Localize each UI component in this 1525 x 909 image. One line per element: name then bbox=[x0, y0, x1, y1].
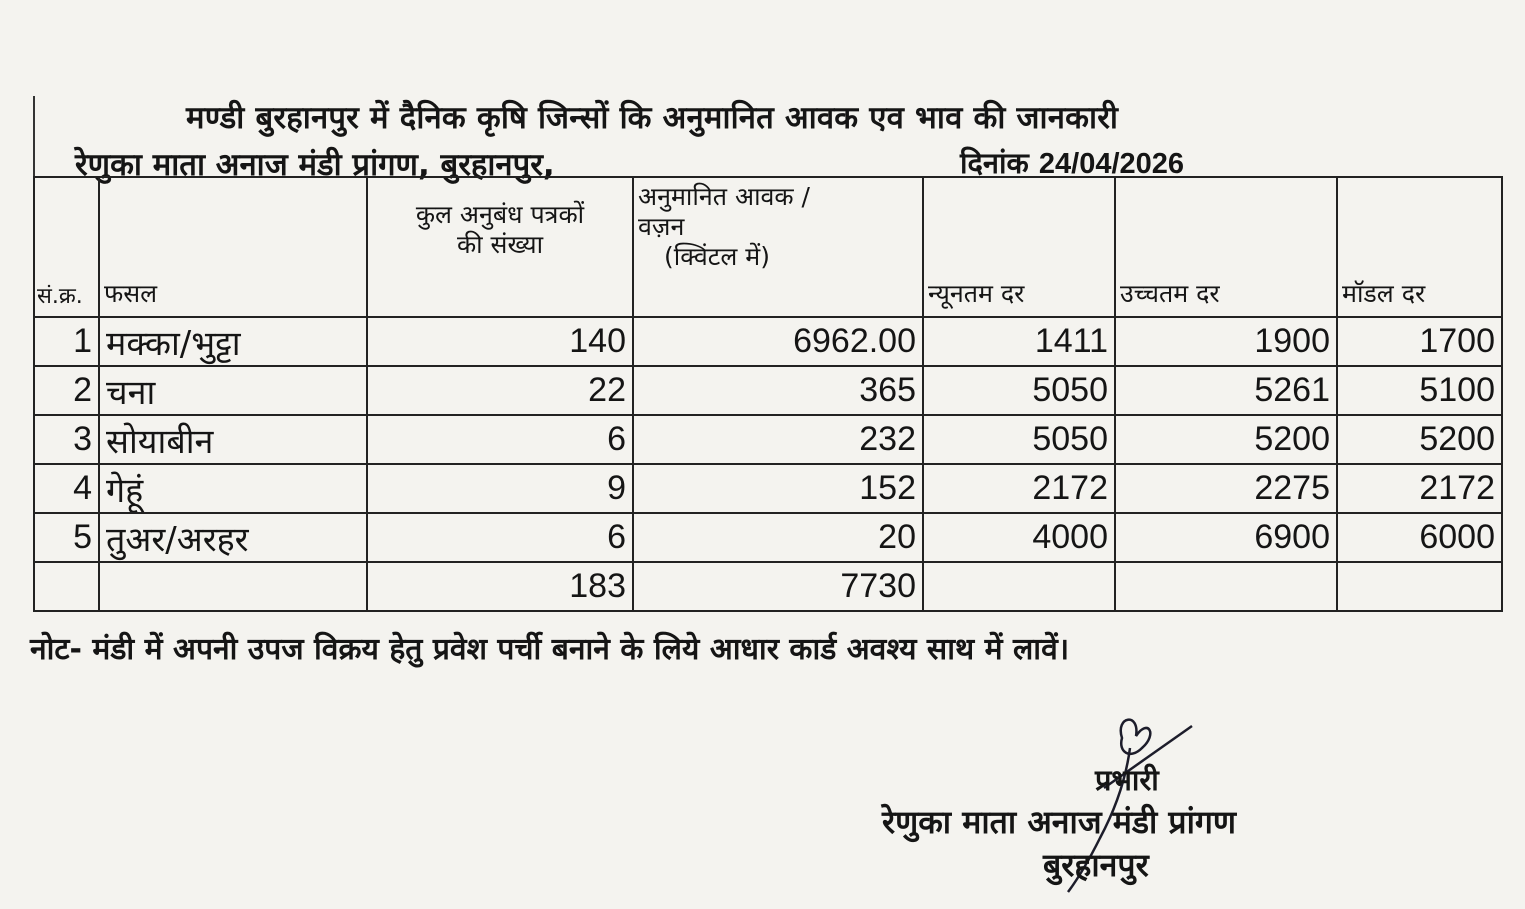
cell-modal-rate: 5200 bbox=[1337, 415, 1502, 464]
table-row bbox=[34, 317, 1502, 366]
arrival-header-line1: अनुमानित आवक / bbox=[638, 182, 810, 211]
contracts-header-line1: कुल अनुबंध पत्रकों bbox=[415, 200, 585, 229]
arrival-header-line2: वज़न bbox=[638, 212, 685, 241]
total-contracts: 183 bbox=[367, 562, 633, 611]
cell-modal-rate: 2172 bbox=[1337, 464, 1502, 513]
cell-modal-rate: 6000 bbox=[1337, 513, 1502, 562]
cell-arrival: 232 bbox=[633, 415, 923, 464]
cell-sno: 5 bbox=[34, 513, 99, 562]
cell-empty bbox=[34, 562, 99, 611]
table-row bbox=[34, 415, 1502, 464]
col-header-max-rate: उच्चतम दर bbox=[1115, 177, 1337, 317]
document-title: मण्डी बुरहानपुर में दैनिक कृषि जिन्सों कि अनुमानित आवक एव भाव की जानकारी bbox=[186, 100, 1119, 136]
date-label: दिनांक bbox=[960, 146, 1029, 180]
signatory-office: रेणुका माता अनाज मंडी प्रांगण bbox=[882, 803, 1237, 841]
cell-max-rate: 2275 bbox=[1115, 464, 1337, 513]
cell-empty bbox=[1337, 562, 1502, 611]
table-header-row bbox=[34, 177, 1502, 317]
col-header-sno: सं.क्र. bbox=[34, 177, 99, 317]
cell-contracts: 22 bbox=[367, 366, 633, 415]
col-header-modal-rate: मॉडल दर bbox=[1337, 177, 1502, 317]
cell-min-rate: 2172 bbox=[923, 464, 1115, 513]
signatory-title: प्रभारी bbox=[1095, 763, 1159, 797]
cell-empty bbox=[99, 562, 367, 611]
cell-crop: मक्का/भुट्टा bbox=[99, 317, 367, 366]
cell-contracts: 9 bbox=[367, 464, 633, 513]
cell-arrival: 152 bbox=[633, 464, 923, 513]
cell-arrival: 365 bbox=[633, 366, 923, 415]
cell-modal-rate: 5100 bbox=[1337, 366, 1502, 415]
cell-arrival: 6962.00 bbox=[633, 317, 923, 366]
col-header-crop: फसल bbox=[99, 177, 367, 317]
cell-max-rate: 5200 bbox=[1115, 415, 1337, 464]
cell-sno: 3 bbox=[34, 415, 99, 464]
contracts-header-line2: की संख्या bbox=[456, 230, 544, 259]
cell-crop: गेहूं bbox=[99, 464, 367, 513]
cell-max-rate: 6900 bbox=[1115, 513, 1337, 562]
col-header-arrival bbox=[633, 177, 923, 317]
arrival-header-line3: (क्विंटल में) bbox=[664, 242, 770, 271]
col-header-contracts bbox=[367, 177, 633, 317]
cell-contracts: 6 bbox=[367, 415, 633, 464]
cell-empty bbox=[923, 562, 1115, 611]
cell-min-rate: 5050 bbox=[923, 366, 1115, 415]
cell-crop: तुअर/अरहर bbox=[99, 513, 367, 562]
market-name: रेणुका माता अनाज मंडी प्रांगण, बुरहानपुर, bbox=[75, 147, 555, 183]
cell-contracts: 140 bbox=[367, 317, 633, 366]
cell-max-rate: 5261 bbox=[1115, 366, 1337, 415]
cell-arrival: 20 bbox=[633, 513, 923, 562]
cell-min-rate: 5050 bbox=[923, 415, 1115, 464]
date-value: 24/04/2026 bbox=[1038, 148, 1185, 180]
cell-crop: चना bbox=[99, 366, 367, 415]
rates-table bbox=[33, 176, 1503, 612]
cell-crop: सोयाबीन bbox=[99, 415, 367, 464]
cell-min-rate: 4000 bbox=[923, 513, 1115, 562]
cell-min-rate: 1411 bbox=[923, 317, 1115, 366]
aadhaar-note: नोट- मंडी में अपनी उपज विक्रय हेतु प्रवेश पर्ची बनाने के लिये आधार कार्ड अवश्य साथ में लावें। bbox=[30, 632, 1070, 667]
totals-row bbox=[34, 562, 1502, 611]
cell-sno: 1 bbox=[34, 317, 99, 366]
signatory-city: बुरहानपुर bbox=[1043, 846, 1149, 884]
cell-modal-rate: 1700 bbox=[1337, 317, 1502, 366]
cell-empty bbox=[1115, 562, 1337, 611]
cell-max-rate: 1900 bbox=[1115, 317, 1337, 366]
cell-contracts: 6 bbox=[367, 513, 633, 562]
table-row bbox=[34, 513, 1502, 562]
total-arrival: 7730 bbox=[633, 562, 923, 611]
col-header-min-rate: न्यूनतम दर bbox=[923, 177, 1115, 317]
table-row bbox=[34, 464, 1502, 513]
cell-sno: 4 bbox=[34, 464, 99, 513]
cell-sno: 2 bbox=[34, 366, 99, 415]
table-row bbox=[34, 366, 1502, 415]
